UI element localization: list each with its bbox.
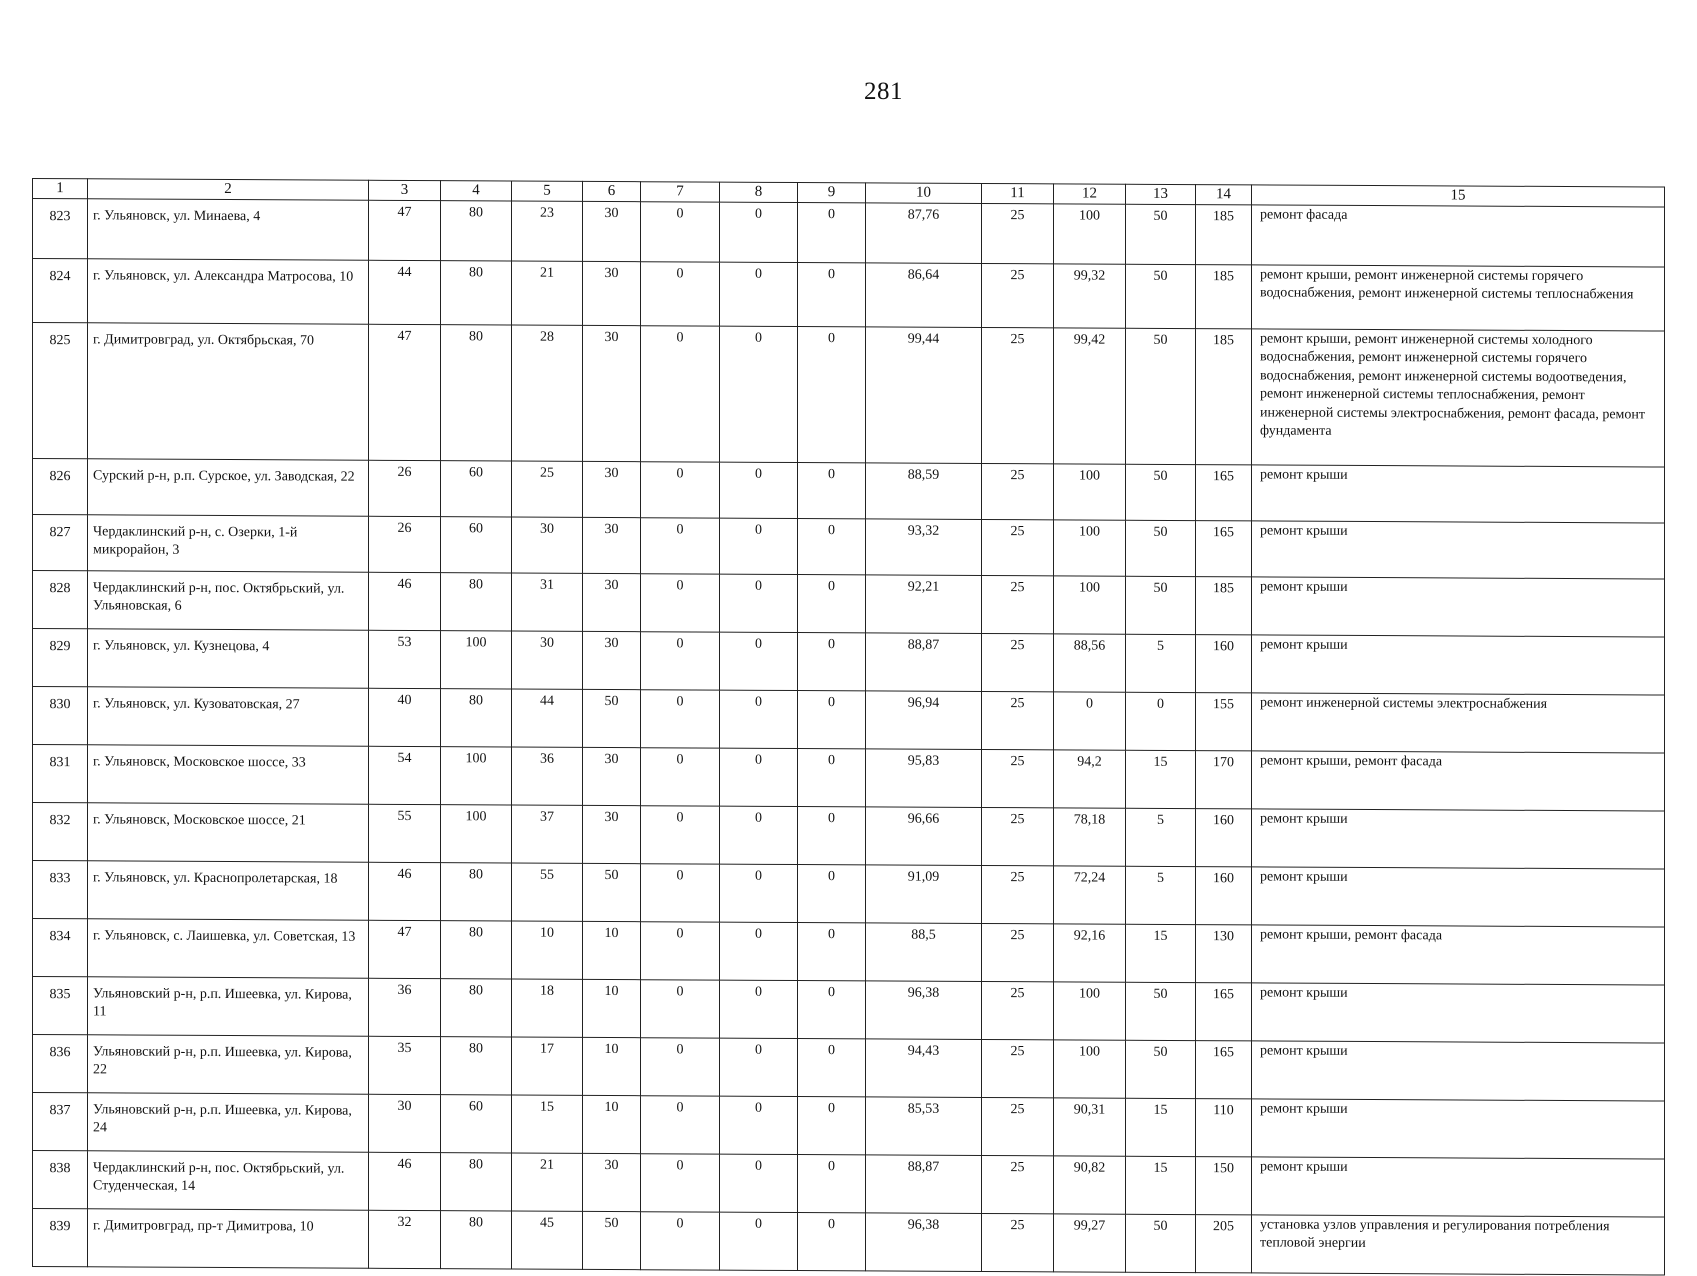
value-cell-c10: 99,44 xyxy=(866,327,982,464)
row-number-cell: 825 xyxy=(33,323,88,459)
value-cell-c12: 92,16 xyxy=(1054,924,1126,982)
header-cell: 13 xyxy=(1126,184,1196,204)
value-cell-c4: 100 xyxy=(441,631,512,689)
value-cell-c6: 30 xyxy=(583,747,641,805)
value-cell-c9: 0 xyxy=(798,203,866,263)
value-cell-c8: 0 xyxy=(720,1096,798,1154)
value-cell-c9: 0 xyxy=(798,519,866,575)
value-cell-c11: 25 xyxy=(982,463,1054,519)
works-cell: ремонт крыши xyxy=(1252,1157,1665,1217)
value-cell-c10: 85,53 xyxy=(866,1097,982,1156)
value-cell-c13: 0 xyxy=(1126,692,1196,750)
header-cell: 15 xyxy=(1252,185,1665,207)
value-cell-c9: 0 xyxy=(798,865,866,923)
value-cell-c13: 50 xyxy=(1126,576,1196,634)
value-cell-c8: 0 xyxy=(720,1154,798,1212)
value-cell-c5: 21 xyxy=(512,261,583,325)
value-cell-c9: 0 xyxy=(798,263,866,327)
value-cell-c4: 100 xyxy=(441,805,512,863)
value-cell-c10: 96,38 xyxy=(866,981,982,1040)
address-cell: Чердаклинский р-н, пос. Октябрьский, ул. Студенческая, 14 xyxy=(88,1151,369,1210)
value-cell-c11: 25 xyxy=(982,807,1054,865)
row-number-cell: 826 xyxy=(33,459,88,515)
value-cell-c12: 0 xyxy=(1054,692,1126,750)
row-number-cell: 828 xyxy=(33,571,88,629)
value-cell-c5: 15 xyxy=(512,1095,583,1153)
table-row xyxy=(33,571,1665,638)
row-number-cell: 832 xyxy=(33,803,88,861)
value-cell-c9: 0 xyxy=(798,1097,866,1155)
value-cell-c5: 10 xyxy=(512,921,583,979)
value-cell-c9: 0 xyxy=(798,807,866,865)
value-cell-c8: 0 xyxy=(720,806,798,864)
works-cell: ремонт крыши xyxy=(1252,867,1665,927)
value-cell-c6: 30 xyxy=(583,631,641,689)
works-cell: ремонт крыши xyxy=(1252,465,1665,523)
value-cell-c14: 160 xyxy=(1196,635,1252,693)
row-number-cell: 824 xyxy=(33,259,88,323)
row-number-cell: 830 xyxy=(33,687,88,745)
value-cell-c3: 47 xyxy=(369,324,441,460)
value-cell-c11: 25 xyxy=(982,1155,1054,1213)
value-cell-c5: 45 xyxy=(512,1211,583,1269)
value-cell-c8: 0 xyxy=(720,922,798,980)
value-cell-c9: 0 xyxy=(798,749,866,807)
value-cell-c6: 30 xyxy=(583,1153,641,1211)
value-cell-c14: 185 xyxy=(1196,265,1252,329)
value-cell-c9: 0 xyxy=(798,923,866,981)
row-number-cell: 836 xyxy=(33,1035,88,1093)
value-cell-c8: 0 xyxy=(720,632,798,690)
value-cell-c4: 80 xyxy=(441,201,512,261)
works-cell: ремонт крыши xyxy=(1252,1099,1665,1159)
value-cell-c12: 100 xyxy=(1054,464,1126,520)
address-cell: Ульяновский р-н, р.п. Ишеевка, ул. Кирова, 22 xyxy=(88,1035,369,1094)
table-body xyxy=(33,199,1665,1276)
value-cell-c9: 0 xyxy=(798,691,866,749)
value-cell-c14: 155 xyxy=(1196,693,1252,751)
value-cell-c12: 100 xyxy=(1054,1040,1126,1098)
address-cell: г. Ульяновск, ул. Александра Матросова, 10 xyxy=(88,259,369,324)
value-cell-c14: 165 xyxy=(1196,983,1252,1041)
value-cell-c13: 50 xyxy=(1126,1214,1196,1272)
value-cell-c6: 30 xyxy=(583,461,641,517)
value-cell-c3: 32 xyxy=(369,1210,441,1268)
value-cell-c11: 25 xyxy=(982,749,1054,807)
value-cell-c10: 87,76 xyxy=(866,203,982,264)
value-cell-c9: 0 xyxy=(798,633,866,691)
works-cell: ремонт крыши, ремонт инженерной системы горячего водоснабжения, ремонт инженерной системы теплоснабжения xyxy=(1252,265,1665,331)
table-row xyxy=(33,687,1665,754)
value-cell-c11: 25 xyxy=(982,575,1054,633)
header-cell: 8 xyxy=(720,182,798,202)
row-number-cell: 831 xyxy=(33,745,88,803)
row-number-cell: 839 xyxy=(33,1209,88,1267)
value-cell-c10: 92,21 xyxy=(866,575,982,634)
value-cell-c6: 30 xyxy=(583,261,641,325)
table-row xyxy=(33,259,1665,332)
table-row xyxy=(33,745,1665,812)
value-cell-c13: 50 xyxy=(1126,1040,1196,1098)
header-cell: 6 xyxy=(583,181,641,201)
row-number-cell: 827 xyxy=(33,515,88,571)
value-cell-c14: 165 xyxy=(1196,521,1252,577)
value-cell-c6: 30 xyxy=(583,805,641,863)
value-cell-c12: 99,42 xyxy=(1054,328,1126,464)
value-cell-c7: 0 xyxy=(641,1154,720,1212)
page-number: 281 xyxy=(864,78,903,105)
header-cell: 7 xyxy=(641,182,720,202)
value-cell-c13: 50 xyxy=(1126,204,1196,264)
table-row xyxy=(33,861,1665,928)
value-cell-c11: 25 xyxy=(982,263,1054,327)
value-cell-c12: 90,31 xyxy=(1054,1098,1126,1156)
value-cell-c5: 30 xyxy=(512,631,583,689)
value-cell-c11: 25 xyxy=(982,633,1054,691)
address-cell: г. Ульяновск, Московское шоссе, 33 xyxy=(88,745,369,804)
value-cell-c4: 100 xyxy=(441,747,512,805)
value-cell-c5: 25 xyxy=(512,461,583,517)
value-cell-c7: 0 xyxy=(641,1038,720,1096)
works-cell: ремонт крыши xyxy=(1252,1041,1665,1101)
value-cell-c14: 185 xyxy=(1196,205,1252,265)
value-cell-c9: 0 xyxy=(798,1155,866,1213)
value-cell-c13: 50 xyxy=(1126,464,1196,520)
table-row xyxy=(33,629,1665,696)
value-cell-c5: 23 xyxy=(512,201,583,261)
value-cell-c7: 0 xyxy=(641,690,720,748)
value-cell-c12: 72,24 xyxy=(1054,866,1126,924)
value-cell-c5: 36 xyxy=(512,747,583,805)
row-number-cell: 835 xyxy=(33,977,88,1035)
value-cell-c7: 0 xyxy=(641,518,720,574)
value-cell-c11: 25 xyxy=(982,1213,1054,1271)
value-cell-c11: 25 xyxy=(982,203,1054,263)
table-row xyxy=(33,323,1665,468)
value-cell-c7: 0 xyxy=(641,1096,720,1154)
value-cell-c4: 80 xyxy=(441,921,512,979)
value-cell-c10: 91,09 xyxy=(866,865,982,924)
table-container xyxy=(32,178,1664,1276)
value-cell-c10: 88,87 xyxy=(866,633,982,692)
value-cell-c9: 0 xyxy=(798,1039,866,1097)
value-cell-c6: 30 xyxy=(583,201,641,261)
value-cell-c4: 60 xyxy=(441,517,512,573)
value-cell-c14: 160 xyxy=(1196,809,1252,867)
value-cell-c10: 93,32 xyxy=(866,519,982,576)
value-cell-c7: 0 xyxy=(641,202,720,262)
value-cell-c10: 88,5 xyxy=(866,923,982,982)
value-cell-c7: 0 xyxy=(641,574,720,632)
value-cell-c14: 110 xyxy=(1196,1099,1252,1157)
table-row xyxy=(33,1209,1665,1276)
value-cell-c5: 55 xyxy=(512,863,583,921)
value-cell-c3: 47 xyxy=(369,920,441,978)
value-cell-c6: 30 xyxy=(583,325,641,461)
value-cell-c8: 0 xyxy=(720,202,798,262)
value-cell-c7: 0 xyxy=(641,980,720,1038)
header-cell: 14 xyxy=(1196,185,1252,205)
value-cell-c3: 44 xyxy=(369,260,441,324)
value-cell-c4: 80 xyxy=(441,1211,512,1269)
value-cell-c6: 30 xyxy=(583,573,641,631)
row-number-cell: 829 xyxy=(33,629,88,687)
value-cell-c14: 170 xyxy=(1196,751,1252,809)
works-cell: ремонт крыши xyxy=(1252,521,1665,579)
value-cell-c11: 25 xyxy=(982,519,1054,575)
value-cell-c10: 86,64 xyxy=(866,263,982,328)
value-cell-c8: 0 xyxy=(720,864,798,922)
value-cell-c12: 88,56 xyxy=(1054,634,1126,692)
value-cell-c4: 80 xyxy=(441,1153,512,1211)
value-cell-c9: 0 xyxy=(798,463,866,519)
header-cell: 1 xyxy=(33,179,88,199)
value-cell-c9: 0 xyxy=(798,327,866,463)
value-cell-c10: 96,66 xyxy=(866,807,982,866)
value-cell-c6: 10 xyxy=(583,1095,641,1153)
value-cell-c11: 25 xyxy=(982,691,1054,749)
works-cell: ремонт крыши xyxy=(1252,809,1665,869)
value-cell-c12: 100 xyxy=(1054,204,1126,264)
value-cell-c14: 165 xyxy=(1196,465,1252,521)
value-cell-c12: 94,2 xyxy=(1054,750,1126,808)
value-cell-c8: 0 xyxy=(720,462,798,518)
value-cell-c5: 30 xyxy=(512,517,583,573)
table-row xyxy=(33,515,1665,580)
table-row xyxy=(33,919,1665,986)
table-row xyxy=(33,1093,1665,1160)
value-cell-c6: 50 xyxy=(583,689,641,747)
value-cell-c3: 47 xyxy=(369,200,441,260)
row-number-cell: 838 xyxy=(33,1151,88,1209)
address-cell: г. Ульяновск, ул. Краснопролетарская, 18 xyxy=(88,861,369,920)
table-row xyxy=(33,803,1665,870)
value-cell-c6: 10 xyxy=(583,921,641,979)
value-cell-c8: 0 xyxy=(720,748,798,806)
works-cell: установка узлов управления и регулирования потребления тепловой энергии xyxy=(1252,1215,1665,1275)
value-cell-c6: 10 xyxy=(583,979,641,1037)
value-cell-c8: 0 xyxy=(720,690,798,748)
header-cell: 4 xyxy=(441,181,512,201)
repair-program-table xyxy=(32,178,1665,1276)
value-cell-c11: 25 xyxy=(982,327,1054,463)
value-cell-c4: 80 xyxy=(441,573,512,631)
works-cell: ремонт крыши xyxy=(1252,983,1665,1043)
row-number-cell: 823 xyxy=(33,199,88,259)
value-cell-c6: 30 xyxy=(583,517,641,573)
value-cell-c10: 88,87 xyxy=(866,1155,982,1214)
value-cell-c3: 46 xyxy=(369,1152,441,1210)
value-cell-c7: 0 xyxy=(641,632,720,690)
value-cell-c11: 25 xyxy=(982,865,1054,923)
table-row xyxy=(33,1151,1665,1218)
value-cell-c6: 50 xyxy=(583,863,641,921)
address-cell: Ульяновский р-н, р.п. Ишеевка, ул. Кирова, 11 xyxy=(88,977,369,1036)
value-cell-c12: 99,32 xyxy=(1054,264,1126,328)
value-cell-c7: 0 xyxy=(641,922,720,980)
works-cell: ремонт крыши, ремонт фасада xyxy=(1252,925,1665,985)
value-cell-c13: 50 xyxy=(1126,328,1196,464)
value-cell-c3: 55 xyxy=(369,804,441,862)
value-cell-c13: 15 xyxy=(1126,1098,1196,1156)
value-cell-c3: 35 xyxy=(369,1036,441,1094)
value-cell-c4: 80 xyxy=(441,1037,512,1095)
value-cell-c9: 0 xyxy=(798,575,866,633)
value-cell-c3: 54 xyxy=(369,746,441,804)
value-cell-c11: 25 xyxy=(982,923,1054,981)
address-cell: г. Ульяновск, Московское шоссе, 21 xyxy=(88,803,369,862)
value-cell-c13: 5 xyxy=(1126,866,1196,924)
value-cell-c3: 53 xyxy=(369,630,441,688)
value-cell-c5: 17 xyxy=(512,1037,583,1095)
value-cell-c8: 0 xyxy=(720,262,798,326)
value-cell-c7: 0 xyxy=(641,262,720,326)
value-cell-c12: 100 xyxy=(1054,576,1126,634)
value-cell-c10: 95,83 xyxy=(866,749,982,808)
value-cell-c3: 40 xyxy=(369,688,441,746)
value-cell-c6: 10 xyxy=(583,1037,641,1095)
works-cell: ремонт крыши, ремонт фасада xyxy=(1252,751,1665,811)
value-cell-c3: 46 xyxy=(369,862,441,920)
address-cell: г. Димитровград, ул. Октябрьская, 70 xyxy=(88,323,369,460)
value-cell-c11: 25 xyxy=(982,1097,1054,1155)
works-cell: ремонт фасада xyxy=(1252,205,1665,267)
value-cell-c12: 78,18 xyxy=(1054,808,1126,866)
value-cell-c5: 18 xyxy=(512,979,583,1037)
value-cell-c13: 15 xyxy=(1126,924,1196,982)
value-cell-c6: 50 xyxy=(583,1211,641,1269)
value-cell-c8: 0 xyxy=(720,1038,798,1096)
value-cell-c7: 0 xyxy=(641,806,720,864)
value-cell-c4: 80 xyxy=(441,979,512,1037)
value-cell-c5: 37 xyxy=(512,805,583,863)
value-cell-c4: 60 xyxy=(441,461,512,517)
works-cell: ремонт инженерной системы электроснабжения xyxy=(1252,693,1665,753)
value-cell-c3: 46 xyxy=(369,572,441,630)
value-cell-c4: 80 xyxy=(441,863,512,921)
value-cell-c14: 185 xyxy=(1196,577,1252,635)
header-cell: 5 xyxy=(512,181,583,201)
table-row xyxy=(33,199,1665,268)
address-cell: Сурский р-н, р.п. Сурское, ул. Заводская, 22 xyxy=(88,459,369,516)
value-cell-c10: 88,59 xyxy=(866,463,982,520)
works-cell: ремонт крыши xyxy=(1252,635,1665,695)
header-cell: 12 xyxy=(1054,184,1126,204)
value-cell-c10: 96,94 xyxy=(866,691,982,750)
value-cell-c14: 130 xyxy=(1196,925,1252,983)
address-cell: г. Ульяновск, с. Лаишевка, ул. Советская, 13 xyxy=(88,919,369,978)
value-cell-c4: 80 xyxy=(441,261,512,325)
value-cell-c4: 60 xyxy=(441,1095,512,1153)
value-cell-c12: 99,27 xyxy=(1054,1214,1126,1272)
value-cell-c10: 96,38 xyxy=(866,1213,982,1272)
value-cell-c7: 0 xyxy=(641,748,720,806)
value-cell-c13: 50 xyxy=(1126,264,1196,328)
value-cell-c5: 28 xyxy=(512,325,583,461)
value-cell-c13: 15 xyxy=(1126,1156,1196,1214)
value-cell-c14: 160 xyxy=(1196,867,1252,925)
value-cell-c14: 165 xyxy=(1196,1041,1252,1099)
value-cell-c8: 0 xyxy=(720,518,798,574)
header-cell: 11 xyxy=(982,183,1054,203)
header-cell: 2 xyxy=(88,179,369,200)
value-cell-c11: 25 xyxy=(982,1039,1054,1097)
row-number-cell: 833 xyxy=(33,861,88,919)
value-cell-c3: 36 xyxy=(369,978,441,1036)
address-cell: г. Ульяновск, ул. Минаева, 4 xyxy=(88,199,369,260)
value-cell-c13: 15 xyxy=(1126,750,1196,808)
value-cell-c3: 30 xyxy=(369,1094,441,1152)
value-cell-c14: 205 xyxy=(1196,1215,1252,1273)
value-cell-c13: 50 xyxy=(1126,520,1196,576)
header-cell: 10 xyxy=(866,183,982,204)
value-cell-c4: 80 xyxy=(441,325,512,461)
value-cell-c9: 0 xyxy=(798,981,866,1039)
value-cell-c7: 0 xyxy=(641,1212,720,1270)
value-cell-c8: 0 xyxy=(720,1212,798,1270)
value-cell-c5: 44 xyxy=(512,689,583,747)
address-cell: Чердаклинский р-н, с. Озерки, 1-й микрорайон, 3 xyxy=(88,515,369,572)
address-cell: г. Димитровград, пр-т Димитрова, 10 xyxy=(88,1209,369,1268)
value-cell-c12: 90,82 xyxy=(1054,1156,1126,1214)
value-cell-c7: 0 xyxy=(641,864,720,922)
value-cell-c5: 31 xyxy=(512,573,583,631)
value-cell-c7: 0 xyxy=(641,462,720,518)
value-cell-c8: 0 xyxy=(720,980,798,1038)
table-row xyxy=(33,459,1665,524)
row-number-cell: 837 xyxy=(33,1093,88,1151)
value-cell-c8: 0 xyxy=(720,326,798,462)
value-cell-c13: 50 xyxy=(1126,982,1196,1040)
value-cell-c4: 80 xyxy=(441,689,512,747)
value-cell-c3: 26 xyxy=(369,516,441,572)
value-cell-c12: 100 xyxy=(1054,982,1126,1040)
value-cell-c8: 0 xyxy=(720,574,798,632)
works-cell: ремонт крыши, ремонт инженерной системы холодного водоснабжения, ремонт инженерной системы горячего водоснабжения, ремонт инженерной системы водоотведения, ремонт инженерной системы теплоснабжения, ремонт инженерной системы электроснабжения, ремонт фасада, ремонт фундамента xyxy=(1252,329,1665,467)
address-cell: г. Ульяновск, ул. Кузнецова, 4 xyxy=(88,629,369,688)
value-cell-c11: 25 xyxy=(982,981,1054,1039)
value-cell-c5: 21 xyxy=(512,1153,583,1211)
header-cell: 3 xyxy=(369,180,441,200)
address-cell: г. Ульяновск, ул. Кузоватовская, 27 xyxy=(88,687,369,746)
header-cell: 9 xyxy=(798,183,866,203)
value-cell-c7: 0 xyxy=(641,326,720,462)
value-cell-c14: 185 xyxy=(1196,329,1252,465)
value-cell-c9: 0 xyxy=(798,1213,866,1271)
value-cell-c3: 26 xyxy=(369,460,441,516)
works-cell: ремонт крыши xyxy=(1252,577,1665,637)
value-cell-c13: 5 xyxy=(1126,808,1196,866)
value-cell-c12: 100 xyxy=(1054,520,1126,576)
value-cell-c14: 150 xyxy=(1196,1157,1252,1215)
table-row xyxy=(33,977,1665,1044)
table-row xyxy=(33,1035,1665,1102)
value-cell-c13: 5 xyxy=(1126,634,1196,692)
address-cell: Чердаклинский р-н, пос. Октябрьский, ул. Ульяновская, 6 xyxy=(88,571,369,630)
address-cell: Ульяновский р-н, р.п. Ишеевка, ул. Кирова, 24 xyxy=(88,1093,369,1152)
value-cell-c10: 94,43 xyxy=(866,1039,982,1098)
row-number-cell: 834 xyxy=(33,919,88,977)
